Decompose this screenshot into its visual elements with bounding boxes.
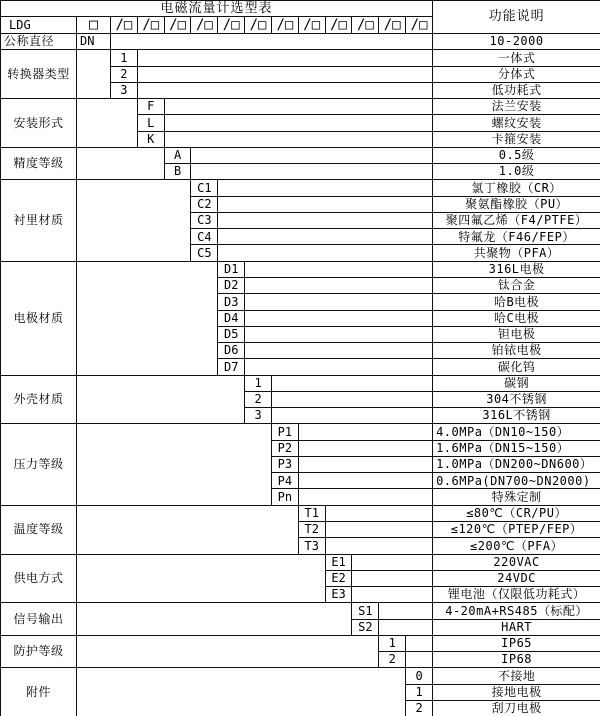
option-code: C1 — [191, 180, 218, 196]
option-description: 316L电极 — [433, 261, 600, 277]
spacer-cell — [77, 50, 111, 99]
section-label: 电极材质 — [1, 261, 77, 375]
filler-cell — [406, 652, 433, 668]
option-description: 铂铱电极 — [433, 343, 600, 359]
slot-code-box: /□ — [218, 17, 245, 34]
option-code: 2 — [111, 66, 138, 82]
slot-code-box: /□ — [352, 17, 379, 34]
option-description: HART — [433, 619, 600, 635]
filler-cell — [245, 326, 433, 342]
option-row — [1, 261, 600, 277]
option-code: C4 — [191, 229, 218, 245]
section-label: 信号输出 — [1, 603, 77, 636]
option-code: P1 — [271, 424, 298, 440]
option-description: 一体式 — [433, 50, 600, 66]
option-code: A — [164, 147, 191, 163]
filler-cell — [245, 359, 433, 375]
spacer-cell — [77, 375, 245, 424]
filler-cell — [111, 34, 433, 50]
option-code: D7 — [218, 359, 245, 375]
option-description: IP68 — [433, 652, 600, 668]
filler-cell — [245, 278, 433, 294]
slot-code-box: /□ — [245, 17, 272, 34]
option-description: 聚四氟乙烯（F4/PTFE） — [433, 212, 600, 228]
option-code: D2 — [218, 278, 245, 294]
option-description: 碳化钨 — [433, 359, 600, 375]
base-code-box: □ — [77, 17, 111, 34]
filler-cell — [164, 99, 432, 115]
filler-cell — [218, 180, 433, 196]
option-row — [1, 668, 600, 684]
option-code: 2 — [245, 391, 272, 407]
filler-cell — [271, 391, 432, 407]
filler-cell — [137, 66, 432, 82]
option-description: 0.5级 — [433, 147, 600, 163]
section-label: 外壳材质 — [1, 375, 77, 424]
filler-cell — [379, 619, 433, 635]
slot-code-box: /□ — [406, 17, 433, 34]
option-description: 螺纹安装 — [433, 115, 600, 131]
section-label: 防护等级 — [1, 635, 77, 668]
filler-cell — [191, 147, 433, 163]
section-label: 公称直径 — [1, 34, 77, 50]
option-code: S2 — [352, 619, 379, 635]
option-code: Pn — [271, 489, 298, 505]
option-description: 304不锈钢 — [433, 391, 600, 407]
option-description: 分体式 — [433, 66, 600, 82]
option-code: C2 — [191, 196, 218, 212]
option-row — [1, 50, 600, 66]
function-column-header: 功能说明 — [433, 1, 600, 34]
option-code: T1 — [298, 505, 325, 521]
option-code: 2 — [379, 652, 406, 668]
option-code: P2 — [271, 440, 298, 456]
option-code: 3 — [111, 82, 138, 98]
option-code: K — [137, 131, 164, 147]
section-label: 转换器类型 — [1, 50, 77, 99]
spacer-cell — [77, 603, 352, 636]
option-description: ≤120℃（PTEP/FEP） — [433, 521, 600, 537]
option-row — [1, 99, 600, 115]
slot-code-box: /□ — [379, 17, 406, 34]
filler-cell — [137, 82, 432, 98]
filler-cell — [406, 635, 433, 651]
filler-cell — [298, 424, 432, 440]
option-description: 哈C电极 — [433, 310, 600, 326]
filler-cell — [218, 229, 433, 245]
option-description: 氯丁橡胶（CR） — [433, 180, 600, 196]
spacer-cell — [77, 554, 326, 603]
filler-cell — [379, 603, 433, 619]
option-code: B — [164, 164, 191, 180]
spacer-cell — [77, 505, 299, 554]
option-description: 聚氨酯橡胶（PU） — [433, 196, 600, 212]
option-code: C3 — [191, 212, 218, 228]
page-title: 电磁流量计选型表 — [1, 1, 433, 17]
option-description: 特氟龙（F46/FEP） — [433, 229, 600, 245]
option-description: 24VDC — [433, 570, 600, 586]
option-row — [1, 424, 600, 440]
option-row — [1, 375, 600, 391]
filler-cell — [298, 456, 432, 472]
spacer-cell — [77, 635, 379, 668]
filler-cell — [325, 505, 432, 521]
filler-cell — [164, 131, 432, 147]
spacer-cell — [77, 668, 406, 716]
option-description: 哈B电极 — [433, 294, 600, 310]
option-description: 0.6MPa(DN700~DN2000) — [433, 473, 600, 489]
filler-cell — [325, 538, 432, 554]
filler-cell — [218, 245, 433, 261]
option-code: 1 — [379, 635, 406, 651]
option-row — [1, 147, 600, 163]
option-description: 不接地 — [433, 668, 600, 684]
filler-cell — [218, 196, 433, 212]
option-code: 3 — [245, 408, 272, 424]
option-description: 1.6MPa（DN15~150） — [433, 440, 600, 456]
spacer-cell — [77, 424, 272, 505]
option-code: D1 — [218, 261, 245, 277]
option-description: 4-20mA+RS485（标配） — [433, 603, 600, 619]
option-row — [1, 603, 600, 619]
option-description: 钛合金 — [433, 278, 600, 294]
section-label: 供电方式 — [1, 554, 77, 603]
option-code: E3 — [325, 587, 352, 603]
filler-cell — [245, 261, 433, 277]
option-code: P4 — [271, 473, 298, 489]
model-prefix-label: LDG — [1, 17, 77, 34]
section-label: 温度等级 — [1, 505, 77, 554]
filler-cell — [298, 440, 432, 456]
option-description: 接地电极 — [433, 684, 600, 700]
filler-cell — [352, 554, 433, 570]
filler-cell — [164, 115, 432, 131]
option-description: ≤200℃（PFA） — [433, 538, 600, 554]
filler-cell — [271, 408, 432, 424]
option-code: T3 — [298, 538, 325, 554]
spacer-cell — [77, 147, 165, 180]
option-description: 卡箍安装 — [433, 131, 600, 147]
filler-cell — [352, 570, 433, 586]
slot-code-box: /□ — [271, 17, 298, 34]
section-label: 附件 — [1, 668, 77, 716]
option-code: D5 — [218, 326, 245, 342]
option-code: C5 — [191, 245, 218, 261]
filler-cell — [218, 212, 433, 228]
option-code: D6 — [218, 343, 245, 359]
filler-cell — [352, 587, 433, 603]
option-row — [1, 180, 600, 196]
option-code: D3 — [218, 294, 245, 310]
option-code: P3 — [271, 456, 298, 472]
filler-cell — [271, 375, 432, 391]
option-description: 法兰安装 — [433, 99, 600, 115]
option-row — [1, 505, 600, 521]
option-description: 1.0MPa（DN200~DN600） — [433, 456, 600, 472]
slot-code-box: /□ — [298, 17, 325, 34]
spacer-cell — [77, 261, 218, 375]
section-label: 压力等级 — [1, 424, 77, 505]
option-code: 1 — [406, 684, 433, 700]
filler-cell — [298, 473, 432, 489]
slot-code-box: /□ — [137, 17, 164, 34]
option-row — [1, 34, 600, 50]
option-code: F — [137, 99, 164, 115]
option-code: DN — [77, 34, 111, 50]
option-code: T2 — [298, 521, 325, 537]
option-description: 刮刀电极 — [433, 700, 600, 716]
option-code: S1 — [352, 603, 379, 619]
option-description: 钽电极 — [433, 326, 600, 342]
option-description: 共聚物（PFA） — [433, 245, 600, 261]
option-description: 4.0MPa（DN10~150） — [433, 424, 600, 440]
section-label: 衬里材质 — [1, 180, 77, 261]
filler-cell — [137, 50, 432, 66]
option-description: 碳钢 — [433, 375, 600, 391]
option-description: 220VAC — [433, 554, 600, 570]
filler-cell — [298, 489, 432, 505]
option-description: 1.0级 — [433, 164, 600, 180]
option-row — [1, 635, 600, 651]
slot-code-box: /□ — [191, 17, 218, 34]
option-code: L — [137, 115, 164, 131]
filler-cell — [245, 310, 433, 326]
option-description: ≤80℃（CR/PU） — [433, 505, 600, 521]
option-code: E1 — [325, 554, 352, 570]
option-description: 特殊定制 — [433, 489, 600, 505]
slot-code-box: /□ — [164, 17, 191, 34]
option-code: 1 — [245, 375, 272, 391]
option-code: 1 — [111, 50, 138, 66]
option-row — [1, 554, 600, 570]
option-description: IP65 — [433, 635, 600, 651]
slot-code-box: /□ — [325, 17, 352, 34]
spacer-cell — [77, 180, 191, 261]
title-row — [1, 1, 600, 17]
option-code: 0 — [406, 668, 433, 684]
option-description: 10-2000 — [433, 34, 600, 50]
section-label: 安装形式 — [1, 99, 77, 148]
option-description: 低功耗式 — [433, 82, 600, 98]
slot-code-box: /□ — [111, 17, 138, 34]
option-description: 316L不锈钢 — [433, 408, 600, 424]
spacer-cell — [77, 99, 138, 148]
option-code: D4 — [218, 310, 245, 326]
option-description: 锂电池（仅限低功耗式） — [433, 587, 600, 603]
filler-cell — [245, 343, 433, 359]
option-code: 2 — [406, 700, 433, 716]
filler-cell — [245, 294, 433, 310]
option-code: E2 — [325, 570, 352, 586]
filler-cell — [325, 521, 432, 537]
section-label: 精度等级 — [1, 147, 77, 180]
filler-cell — [191, 164, 433, 180]
